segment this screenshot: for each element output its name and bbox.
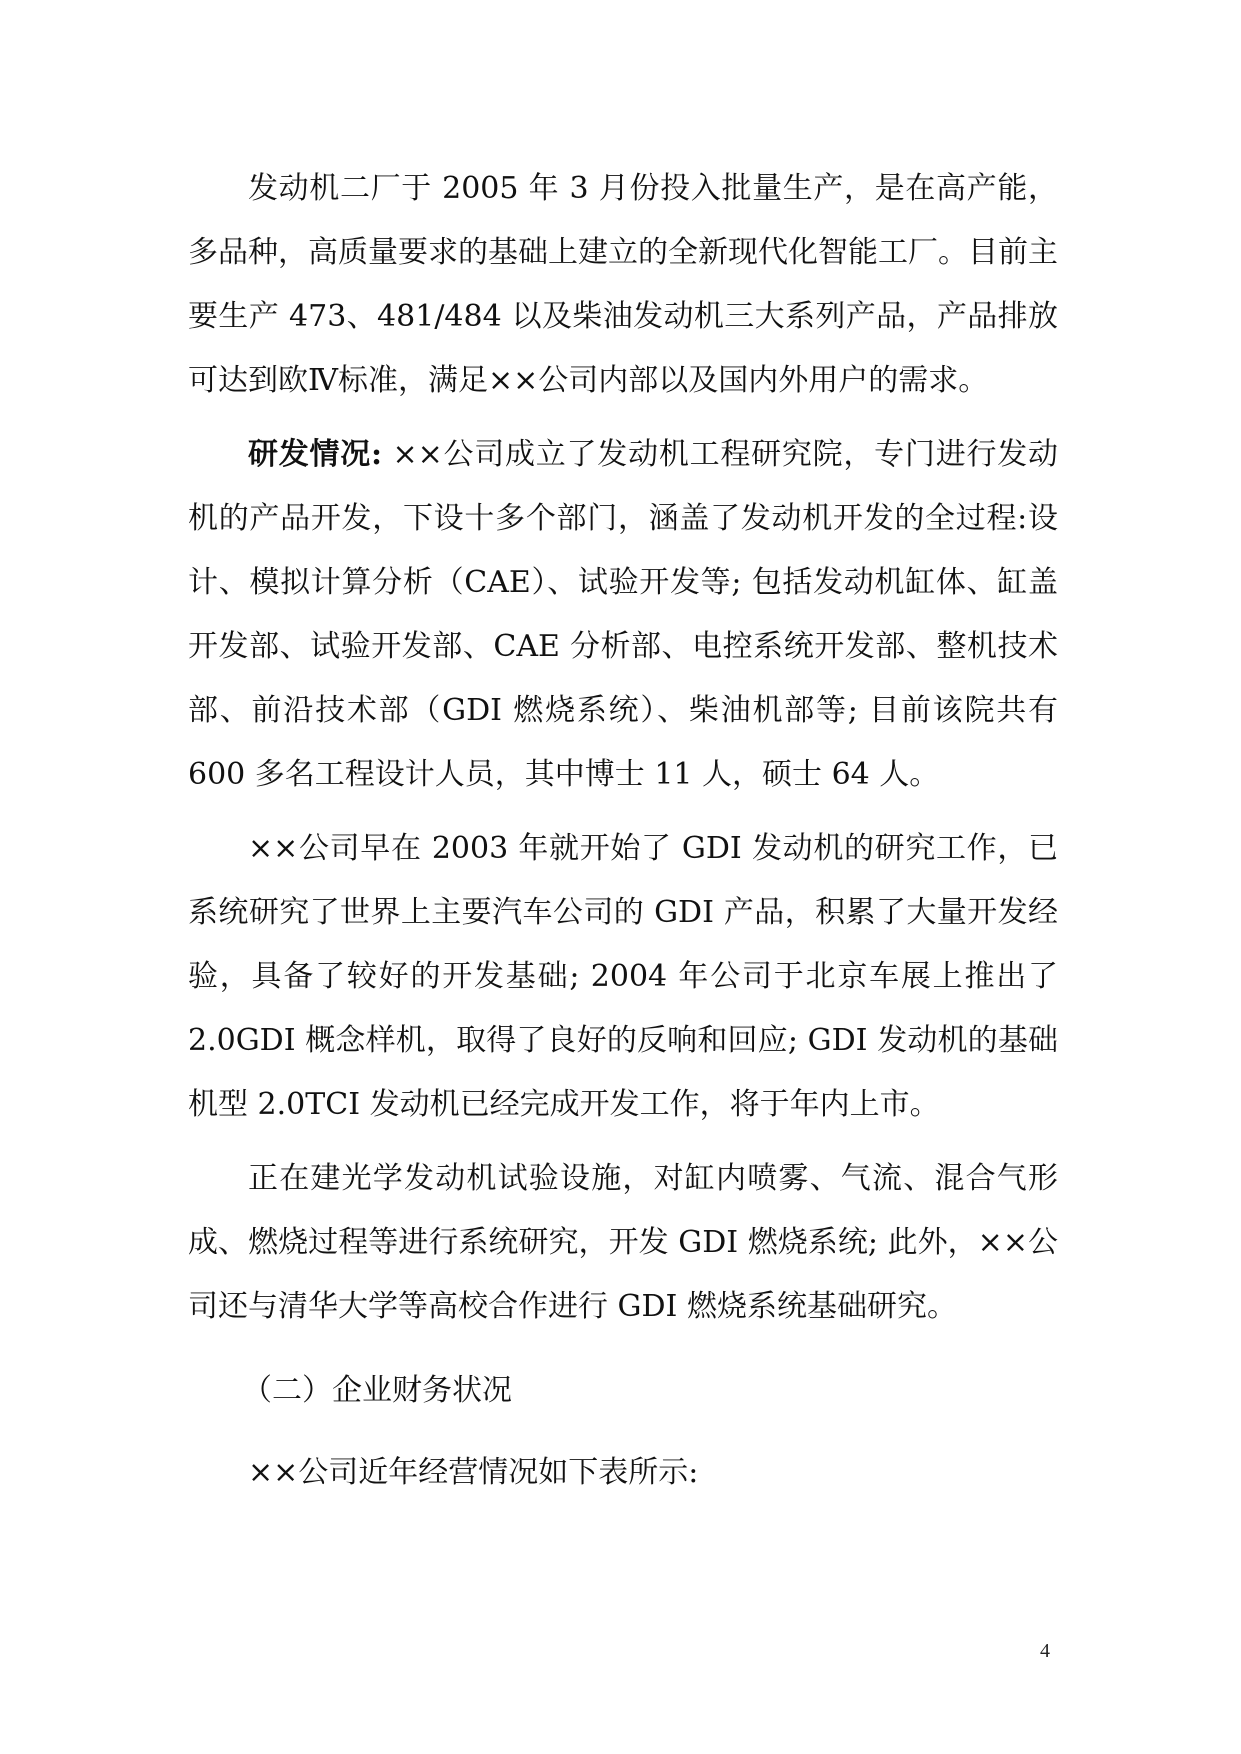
paragraph-optical-facility: 正在建光学发动机试验设施，对缸内喷雾、气流、混合气形成、燃烧过程等进行系统研究，开发 GDI 燃烧系统; 此外，××公司还与清华大学等高校合作进行 GDI 燃烧系统基础研究。 [188, 1161, 1058, 1324]
paragraph-gdi-research: ××公司早在 2003 年就开始了 GDI 发动机的研究工作，已系统研究了世界上主要汽车公司的 GDI 产品，积累了大量开发经验，具备了较好的开发基础; 2004 年公司于北京车展上推出了 2.0GDI 概念样机，取得了良好的反响和回应; GDI 发动机的基础机型 2.0TCI 发动机已经完成开发工作，将于年内上市。 [188, 831, 1058, 1122]
rd-status-text: ××公司成立了发动机工程研究院，专门进行发动机的产品开发，下设十多个部门，涵盖了发动机开发的全过程:设计、模拟计算分析（CAE）、试验开发等; 包括发动机缸体、缸盖开发部、试验开发部、CAE 分析部、电控系统开发部、整机技术部、前沿技术部（GDI 燃烧系统）、柴油机部等; 目前该院共有 600 多名工程设计人员，其中博士 11 人，硕士 64 人。 [188, 437, 1059, 792]
document-body [188, 157, 1058, 1505]
paragraph-engine-plant: 发动机二厂于 2005 年 3 月份投入批量生产，是在高产能，多品种，高质量要求的基础上建立的全新现代化智能工厂。目前主要生产 473、481/484 以及柴油发动机三大系列产品，产品排放可达到欧Ⅳ标准，满足××公司内部以及国内外用户的需求。 [188, 171, 1058, 398]
section-heading-finance: （二）企业财务状况 [242, 1373, 512, 1408]
paragraph-rd-status [188, 423, 1058, 807]
paragraph-table-intro: ××公司近年经营情况如下表所示: [248, 1455, 699, 1490]
page-number: 4 [1040, 1640, 1050, 1662]
rd-status-lead: 研发情况: [248, 437, 383, 472]
